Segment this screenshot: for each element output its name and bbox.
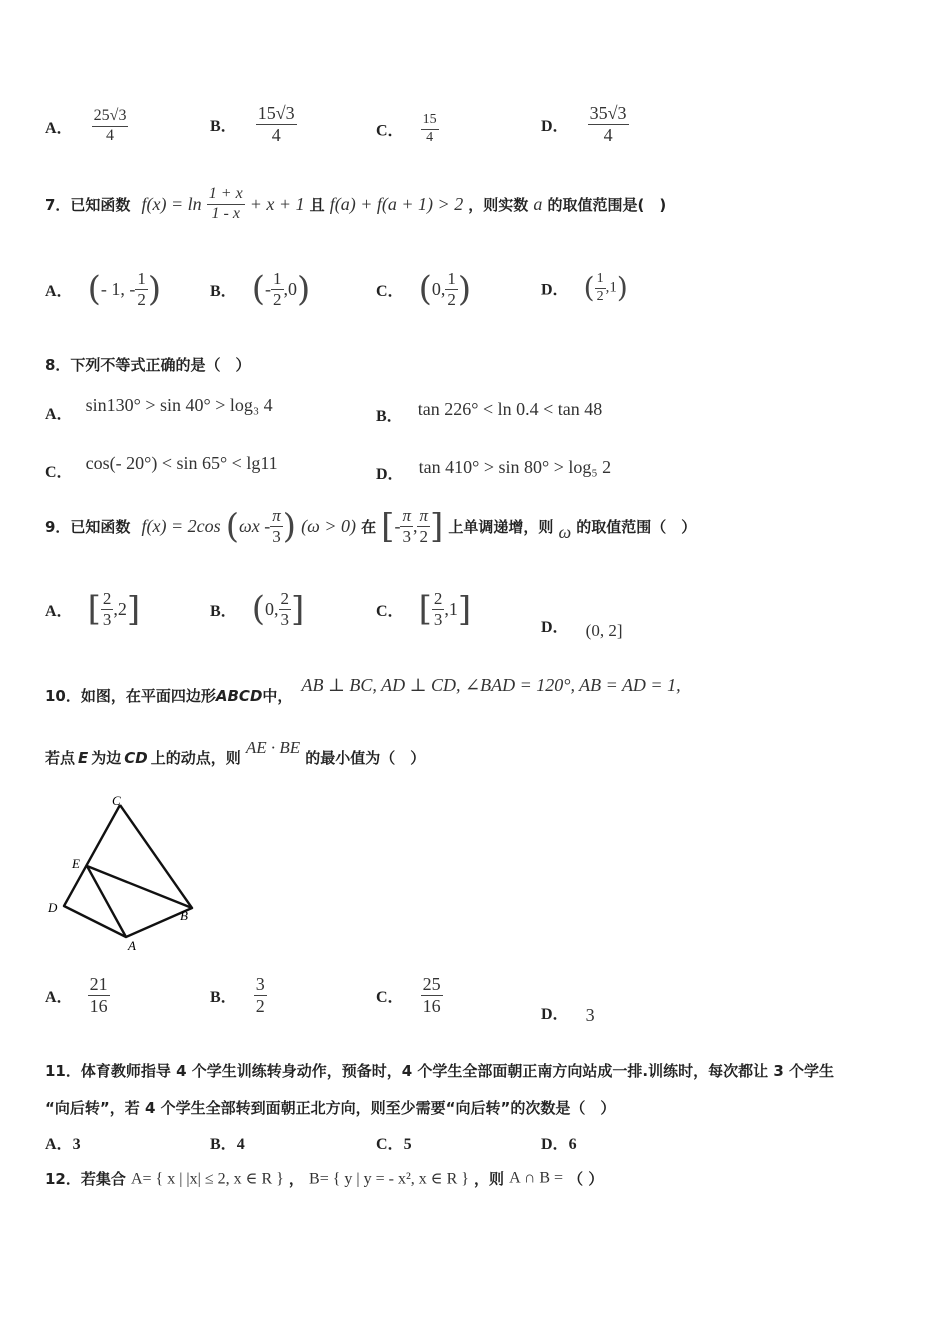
set-a-expression: A= { x | |x| ≤ 2, x ∈ R }: [130, 1170, 284, 1188]
numerator: 1: [595, 272, 606, 289]
fraction: [588, 104, 629, 145]
option-label: A．: [45, 988, 73, 1006]
numerator: 25: [422, 974, 441, 994]
option-label: D．: [541, 1136, 569, 1153]
conditions-expression: AB ⊥ BC, AD ⊥ CD, ∠BAD = 120°, AB = AD = 1,: [301, 675, 681, 695]
option-label: B．: [210, 282, 237, 300]
question-11-line1: 11．体育教师指导 4 个学生训练转身动作，预备时，4 个学生全部面朝正南方向站成一排.训练时，每次都让 3 个学生: [45, 1062, 834, 1080]
denominator: 2: [596, 288, 604, 304]
numerator: π: [272, 506, 281, 525]
stem-text: ，: [288, 1170, 304, 1188]
denominator: 3: [272, 526, 281, 546]
condition-expression: f(a) + f(a + 1) > 2: [329, 193, 464, 214]
point-label: E: [78, 749, 89, 767]
paren: (: [583, 271, 595, 305]
paren: ): [457, 269, 472, 310]
fraction: [421, 975, 443, 1016]
interval-text: ,1: [605, 279, 617, 296]
stem-text: 10．如图，在平面四边形: [45, 687, 216, 705]
option-label: D．: [541, 281, 569, 299]
option-expression: 3: [585, 1005, 595, 1025]
option-label: D．: [541, 619, 569, 636]
paren: (: [251, 269, 266, 310]
fraction: [207, 186, 245, 223]
option-label: A．: [45, 119, 73, 137]
q11-option-b[interactable]: [210, 1131, 245, 1154]
question-10-line2: [45, 737, 426, 767]
q7-option-b[interactable]: [210, 270, 310, 309]
numerator: 1 + x: [207, 186, 245, 205]
intersection-expression: A ∩ B =: [509, 1169, 564, 1187]
fraction: [417, 507, 430, 546]
stem-text: 且: [309, 195, 325, 214]
stem-text: 的取值范围（ ）: [576, 517, 697, 536]
option-expression: tan 226° < ln 0.4 < tan 48: [417, 399, 603, 419]
stem-text: 为边: [91, 749, 122, 767]
q10-option-d[interactable]: [541, 1001, 595, 1024]
numerator: 21: [89, 974, 108, 994]
label-b: B: [180, 908, 188, 923]
stem-text: （ ）: [568, 1170, 604, 1188]
denominator: 3: [402, 526, 411, 546]
option-value: 3: [72, 1136, 81, 1153]
numerator: 2: [102, 589, 112, 608]
question-7-stem: [45, 186, 666, 223]
numerator: 25√3: [92, 108, 129, 127]
q6-option-a[interactable]: [45, 108, 128, 145]
stem-text: 中，: [262, 687, 293, 705]
paren: ): [297, 269, 311, 310]
denominator: 2: [137, 289, 146, 309]
option-label: B．: [210, 117, 237, 135]
option-expression: sin130° > sin 40° > log₃ 4: [85, 395, 273, 415]
fraction: [254, 975, 267, 1016]
fraction: [88, 975, 110, 1016]
numerator: 1: [273, 269, 282, 288]
label-e: E: [72, 856, 80, 871]
fraction: [279, 590, 292, 629]
q6-option-d[interactable]: [541, 104, 629, 145]
q7-option-c[interactable]: [376, 270, 471, 309]
stem-text: 的最小值为（ ）: [305, 749, 426, 767]
denominator: 3: [433, 609, 443, 629]
option-label: D．: [541, 1006, 569, 1023]
q6-option-b[interactable]: [210, 104, 297, 145]
q9-option-d[interactable]: [541, 614, 623, 640]
question-11-line2: “向后转”，若 4 个学生全部转到面朝正北方向，则至少需要“向后转”的次数是（ ）: [45, 1099, 616, 1117]
denominator: 4: [426, 129, 434, 145]
quadrilateral-outline: [64, 805, 192, 937]
function-inner: ωx -: [239, 515, 271, 536]
function-tail: + x + 1: [249, 193, 305, 214]
option-label: C．: [376, 988, 404, 1006]
fraction: [421, 113, 439, 145]
fraction: [432, 590, 445, 629]
option-label: C．: [376, 122, 404, 140]
q11-option-a[interactable]: [45, 1131, 81, 1154]
denominator: 3: [102, 609, 112, 629]
numerator: 35√3: [589, 103, 627, 123]
option-value: 6: [568, 1136, 577, 1153]
interval-text: 0,: [265, 598, 279, 619]
fraction: [101, 590, 114, 629]
paren: (: [418, 269, 432, 310]
denominator: 16: [422, 995, 441, 1016]
label-a: A: [128, 938, 136, 953]
option-label: C．: [376, 1136, 404, 1153]
option-label: B．: [210, 1136, 237, 1153]
paren: ): [147, 269, 162, 310]
option-expression: (0, 2]: [585, 621, 623, 640]
question-12-stem: [45, 1168, 603, 1189]
fraction: [595, 272, 606, 304]
set-b-expression: B= { y | y = - x², x ∈ R }: [309, 1170, 469, 1188]
bracket: ]: [457, 589, 472, 630]
variable: a: [533, 193, 543, 214]
option-label: A．: [45, 1136, 73, 1153]
denominator: 4: [106, 126, 115, 144]
stem-text: 的取值范围是( ): [547, 195, 667, 214]
edge-label: CD: [124, 749, 148, 767]
numerator: 2: [280, 589, 290, 608]
option-label: B．: [210, 602, 237, 620]
condition-expression: (ω > 0): [301, 515, 356, 536]
option-value: 5: [403, 1136, 412, 1153]
q9-option-c[interactable]: [376, 590, 471, 629]
option-label: A．: [45, 406, 73, 423]
option-label: C．: [376, 282, 404, 300]
q9-option-a[interactable]: [45, 590, 140, 629]
option-value: 4: [236, 1136, 245, 1153]
stem-text: ，则实数: [468, 195, 529, 214]
variable: ω: [558, 521, 572, 542]
q10-option-a[interactable]: [45, 975, 110, 1016]
interval-text: 0,: [431, 278, 446, 299]
denominator: 1 - x: [211, 204, 240, 222]
numerator: π: [419, 506, 428, 525]
option-label: A．: [45, 282, 73, 300]
q9-option-b[interactable]: [210, 590, 304, 629]
option-label: B．: [376, 408, 403, 425]
fraction: [92, 108, 129, 145]
stem-text: 若点: [45, 749, 76, 767]
fraction: [445, 270, 458, 309]
q6-option-c[interactable]: [376, 113, 439, 145]
numerator: 1: [137, 269, 146, 288]
numerator: 15: [421, 113, 439, 130]
interval-text: - 1, -: [100, 278, 136, 299]
function-expression: f(x) = 2cos: [141, 515, 221, 536]
stem-text: 9．已知函数: [45, 517, 131, 536]
option-label: C．: [376, 602, 404, 620]
stem-text: 上的动点，则: [150, 749, 241, 767]
denominator: 2: [447, 289, 456, 309]
option-label: D．: [376, 466, 404, 483]
numerator: 1: [447, 269, 456, 288]
option-label: A．: [45, 602, 73, 620]
bracket: ]: [126, 589, 141, 630]
interval-text: -: [394, 515, 401, 536]
fraction: [271, 270, 284, 309]
numerator: 3: [255, 974, 265, 994]
numerator: 15√3: [257, 103, 295, 123]
question-8-stem: 8．下列不等式正确的是（ ）: [45, 356, 251, 374]
q8-option-b[interactable]: [376, 397, 603, 425]
bracket: (: [251, 589, 266, 630]
interval-text: -: [265, 278, 272, 299]
denominator: 2: [273, 289, 282, 309]
denominator: 2: [255, 995, 265, 1016]
interval-text: ,1: [444, 598, 458, 619]
quadrilateral-name: ABCD: [215, 687, 263, 705]
quadrilateral-figure: [40, 790, 210, 960]
dot-product-expression: AE · BE: [245, 738, 301, 757]
bracket: [: [418, 589, 432, 630]
stem-text: 在: [361, 517, 377, 536]
interval-text: ,0: [283, 278, 298, 299]
q8-option-c[interactable]: [45, 451, 278, 481]
fraction: [256, 104, 297, 145]
stem-text: ，则: [474, 1170, 505, 1188]
option-expression: cos(- 20°) < sin 65° < lg11: [85, 453, 278, 473]
numerator: 2: [433, 589, 443, 608]
question-9-stem: 9．已知函数 f(x) = 2cos (ωx - $\frac{\pi}{3}$ ) (ω > 0) 在 [- $\frac{\pi}{3}$ , $\frac{\pi}{2}$ ] 上单调递增，则 ω 的取值范围（ ）: [45, 506, 697, 547]
stem-text: 7．已知函数: [45, 195, 131, 214]
label-c: C: [112, 793, 121, 808]
fraction: [400, 507, 413, 546]
q10-option-c[interactable]: [376, 975, 443, 1016]
stem-text: 上单调递增，则: [448, 517, 554, 536]
fraction: [270, 507, 283, 546]
paren: (: [87, 269, 101, 310]
q8-option-a[interactable]: [45, 393, 273, 423]
function-expression: f(x) = ln: [141, 193, 202, 214]
fraction: [135, 270, 148, 309]
interval-text: ,2: [113, 598, 127, 619]
paren: ): [616, 271, 628, 305]
option-label: D．: [541, 117, 569, 135]
bracket: ]: [291, 589, 305, 630]
denominator: 4: [603, 124, 613, 145]
q7-option-a[interactable]: [45, 270, 161, 309]
option-label: C．: [45, 464, 73, 481]
option-expression: tan 410° > sin 80° > log₅ 2: [418, 457, 612, 477]
denominator: 16: [89, 995, 108, 1016]
denominator: 3: [280, 609, 290, 629]
q8-option-d[interactable]: [376, 455, 612, 483]
denominator: 4: [271, 124, 281, 145]
option-label: B．: [210, 988, 237, 1006]
q7-option-d[interactable]: [541, 272, 628, 304]
denominator: 2: [419, 526, 428, 546]
q11-option-c[interactable]: [376, 1131, 412, 1154]
stem-text: 12．若集合: [45, 1170, 126, 1188]
q11-option-d[interactable]: [541, 1131, 577, 1154]
question-10-stem: [45, 675, 681, 705]
label-d: D: [48, 900, 58, 915]
numerator: π: [402, 506, 411, 525]
bracket: [: [87, 589, 101, 630]
q10-option-b[interactable]: [210, 975, 267, 1016]
